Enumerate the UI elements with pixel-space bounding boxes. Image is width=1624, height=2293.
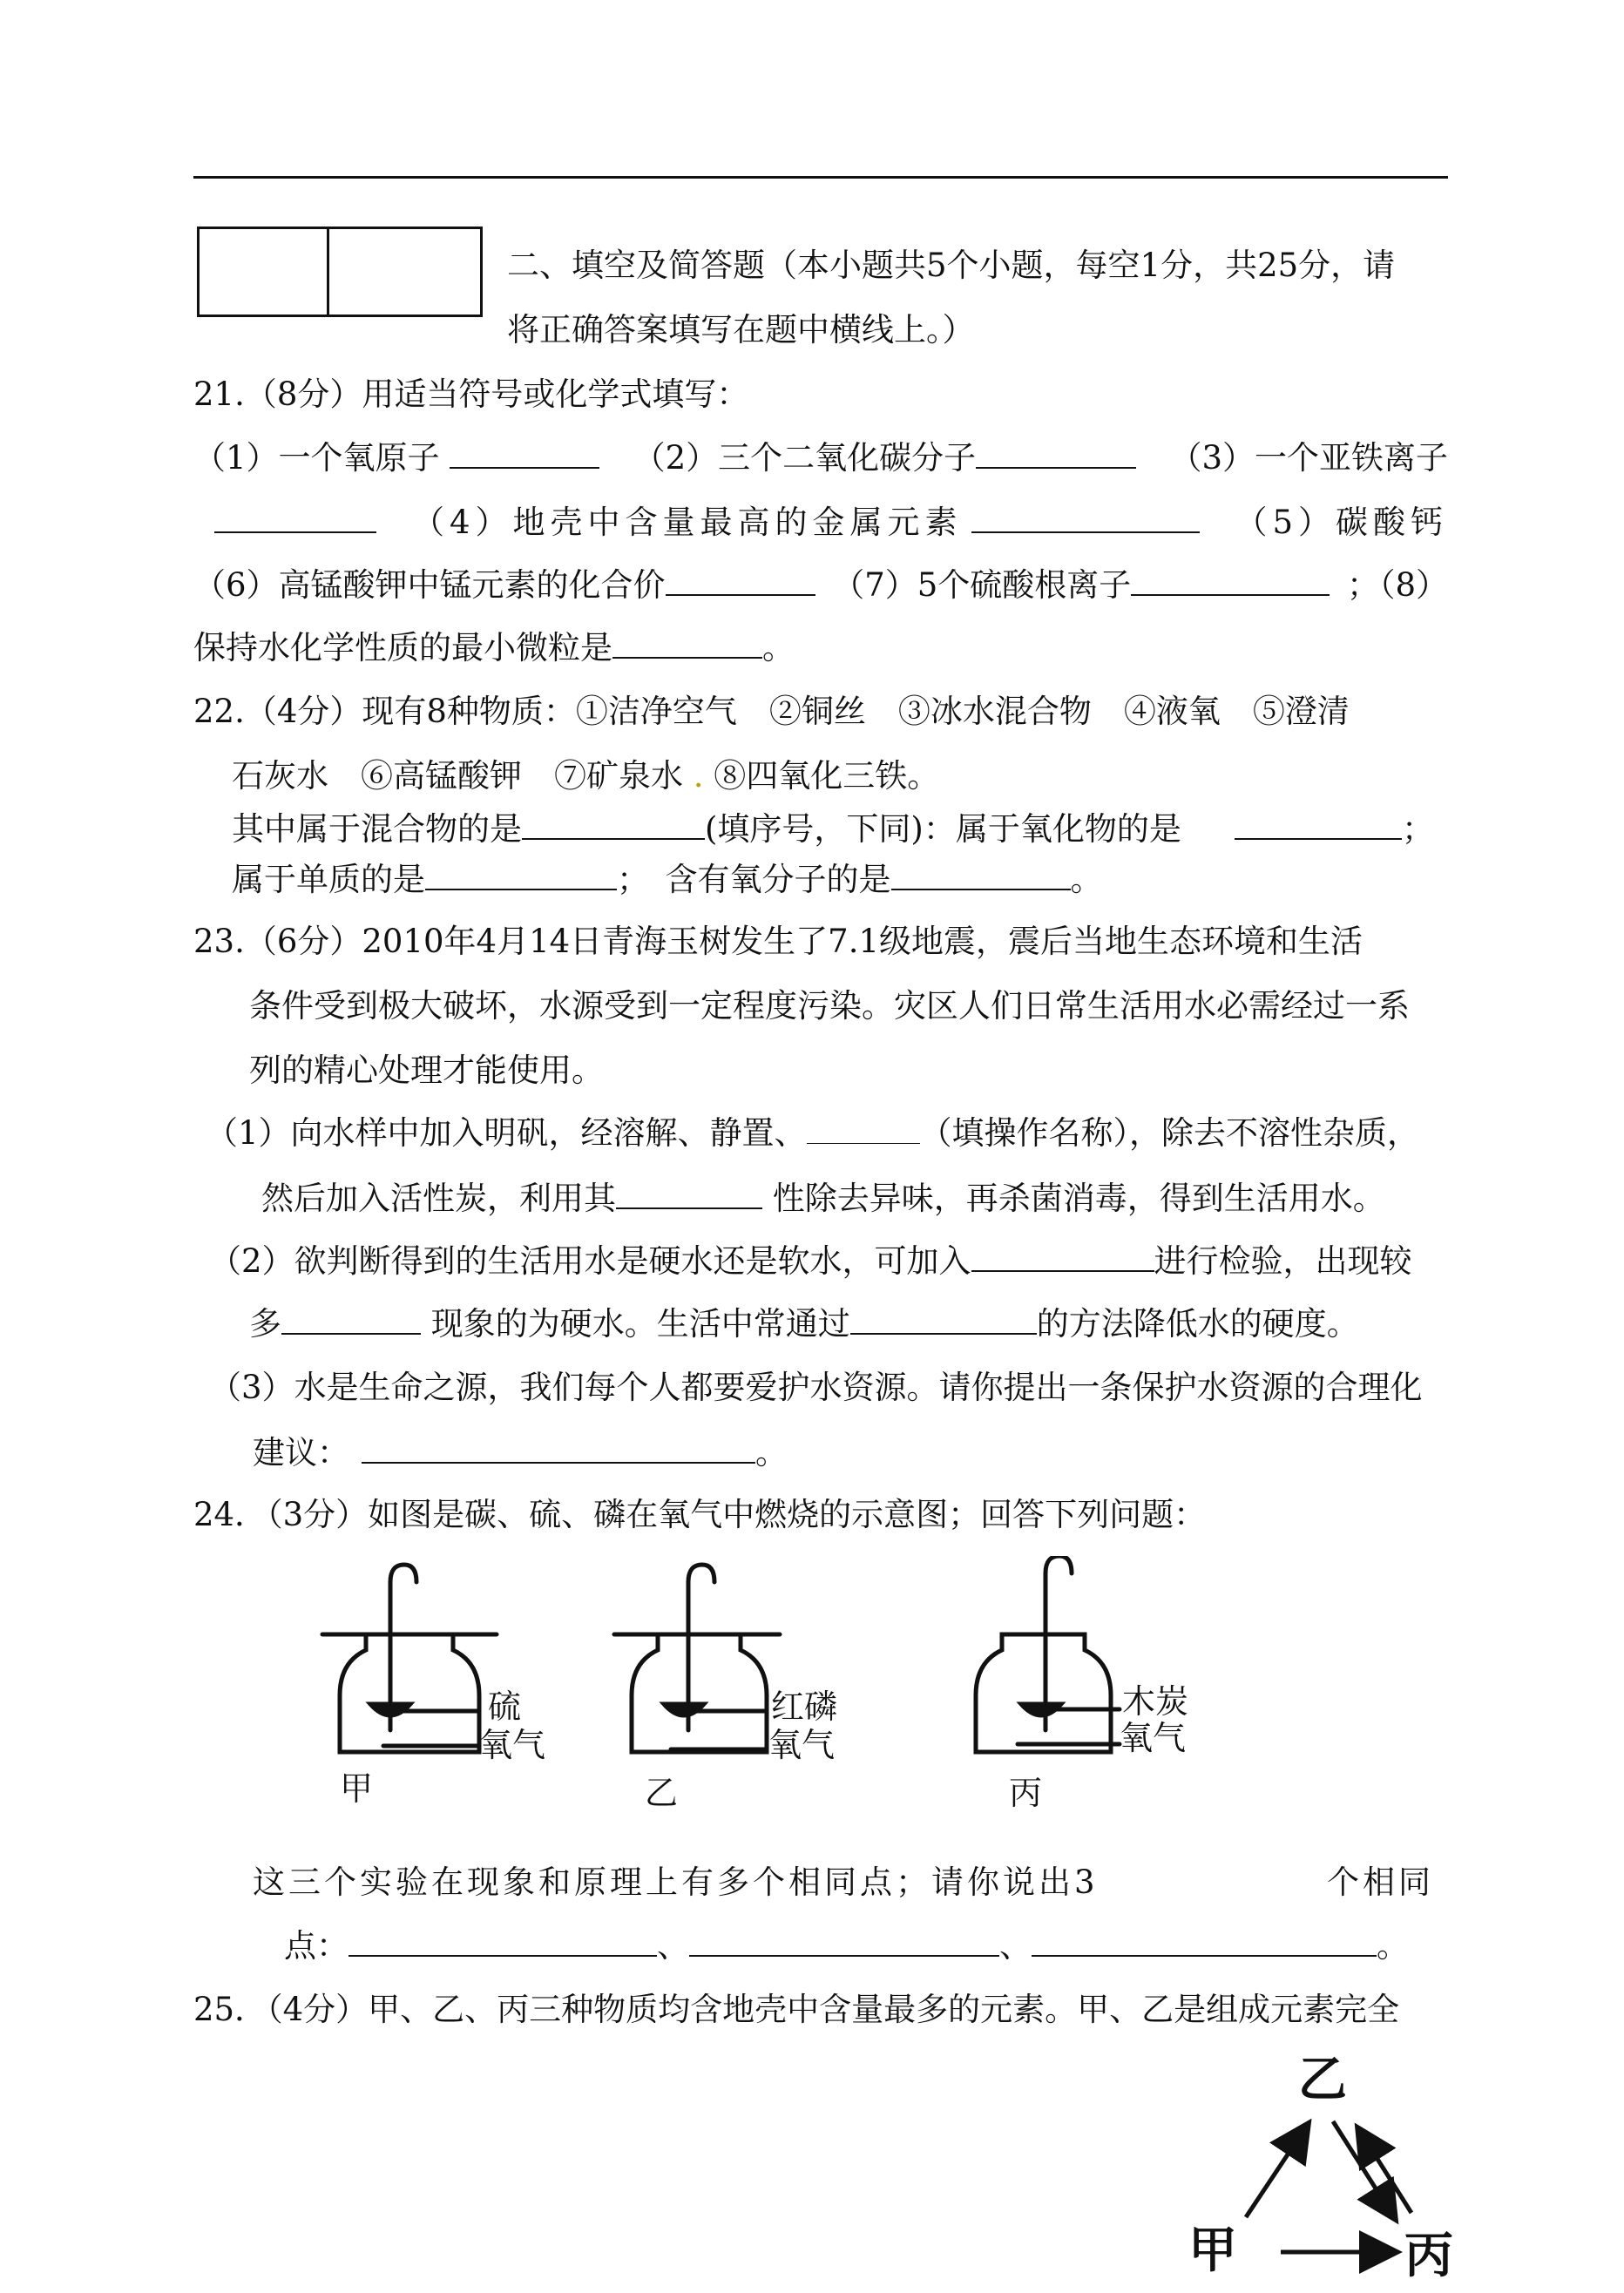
q21-row1-part1: （1）一个氧原子 xyxy=(193,441,599,474)
label-sulfur: 硫 xyxy=(488,1688,522,1726)
blank-23-1[interactable] xyxy=(807,1117,920,1144)
blank-21-7[interactable] xyxy=(1131,568,1330,596)
q23-s3-line1: （3）水是生命之源，我们每个人都要爱护水资源。请你提出一条保护水资源的合理化 xyxy=(209,1369,1423,1406)
label-oxygen-c: 氧气 xyxy=(1120,1719,1187,1757)
node-yi: 乙 xyxy=(1298,2052,1347,2108)
q24-ask1-end: 个相同 xyxy=(1327,1863,1434,1901)
q23-stem1: 23.（6分）2010年4月14日青海玉树发生了7.1级地震，震后当地生态环境和生活 xyxy=(193,923,1363,960)
q22-stem2: 石灰水 ⑥高锰酸钾 ⑦矿泉水 . ⑧四氧化三铁。 xyxy=(232,757,940,795)
q24-ask-row1 xyxy=(253,1863,1434,1901)
label-red-phosphorus: 红磷 xyxy=(771,1688,838,1726)
section-heading-line1: 二、填空及简答题（本小题共5个小题，每空1分，共25分，请 xyxy=(507,247,1396,284)
q24-ask1: 这三个实验在现象和原理上有多个相同点；请你说出3 xyxy=(253,1863,1099,1901)
label-charcoal: 木炭 xyxy=(1122,1682,1189,1721)
blank-23-3[interactable] xyxy=(971,1244,1154,1272)
score-box-divider xyxy=(327,229,329,315)
triangle-diagram xyxy=(1176,2039,1490,2291)
q22-ask-row2: 属于单质的是 ； 含有氧分子的是 。 xyxy=(232,861,1103,898)
blank-22-1[interactable] xyxy=(522,812,705,840)
q21-row3-part6: （6）高锰酸钾中锰元素的化合价 xyxy=(193,568,815,601)
q24-ask-row2: 点： 、 、 。 xyxy=(284,1927,1409,1965)
q23-s3-line2: 建议： 。 xyxy=(253,1434,788,1471)
q21-row2-part4: （4）地壳中含量最高的金属元素 xyxy=(412,505,1200,538)
q22-ask1: 其中属于混合物的是 (填序号，下同)：属于氧化物的是 xyxy=(232,810,1181,848)
node-bing: 丙 xyxy=(1404,2228,1453,2284)
score-box xyxy=(197,227,483,317)
label-oxygen-a: 氧气 xyxy=(479,1726,546,1764)
blank-21-8[interactable] xyxy=(612,631,762,659)
blank-23-2[interactable] xyxy=(616,1181,762,1209)
q21-row1 xyxy=(193,439,1448,477)
q23-s1-line2: 然后加入活性炭，利用其 性除去异味，再杀菌消毒，得到生活用水。 xyxy=(261,1180,1385,1217)
q23-stem2: 条件受到极大破坏，水源受到一定程度污染。灾区人们日常生活用水必需经过一系 xyxy=(249,987,1410,1025)
q21-row2 xyxy=(214,504,1448,541)
blank-23-6[interactable] xyxy=(362,1436,755,1464)
q21-row1-part2: （2）三个二氧化碳分子 xyxy=(633,441,1137,474)
blank-24-2[interactable] xyxy=(689,1929,999,1957)
q25-stem: 25．（4分）甲、乙、丙三种物质均含地壳中含量最多的元素。甲、乙是组成元素完全 xyxy=(193,1991,1400,2028)
blank-24-1[interactable] xyxy=(348,1929,657,1957)
q21-row2-part5: （5）碳酸钙 xyxy=(1235,504,1448,541)
jar-b xyxy=(614,1565,780,1752)
q22-stem: 22.（4分）现有8种物质：①洁净空气 ②铜丝 ③冰水混合物 ④液氧 ⑤澄清 xyxy=(193,693,1350,730)
jar-c xyxy=(976,1556,1120,1752)
node-jia: 甲 xyxy=(1188,2222,1237,2279)
blank-22-4[interactable] xyxy=(891,862,1071,890)
q23-stem3: 列的精心处理才能使用。 xyxy=(249,1052,604,1089)
q22-ask-row1 xyxy=(232,810,1434,848)
header-rule xyxy=(193,176,1448,179)
q21-row3-end: ；（8） xyxy=(1346,566,1448,604)
blank-21-1[interactable] xyxy=(450,441,599,469)
combustion-figure xyxy=(314,1556,1289,1843)
blank-21-6[interactable] xyxy=(666,568,815,596)
label-oxygen-b: 氧气 xyxy=(768,1726,836,1764)
blank-24-3[interactable] xyxy=(1032,1929,1377,1957)
blank-23-4[interactable] xyxy=(281,1307,421,1335)
q21-row4: 保持水化学性质的最小微粒是 。 xyxy=(193,629,795,666)
blank-22-3[interactable] xyxy=(425,862,617,890)
blank-23-5[interactable] xyxy=(850,1307,1037,1335)
label-jar-a: 甲 xyxy=(340,1769,374,1808)
jar-a xyxy=(322,1565,497,1752)
q21-stem: 21.（8分）用适当符号或化学式填写： xyxy=(193,375,749,413)
blank-21-4[interactable] xyxy=(971,505,1200,533)
q23-s2-line2: 多 现象的为硬水。生活中常通过 的方法降低水的硬度。 xyxy=(249,1305,1359,1343)
blank-21-2[interactable] xyxy=(976,441,1136,469)
q23-s1-line1: （1）向水样中加入明矾，经溶解、静置、 （填操作名称），除去不溶性杂质， xyxy=(206,1114,1420,1152)
section-heading-line2: 将正确答案填写在题中横线上。） xyxy=(507,311,975,348)
q21-row3-part7: （7）5个硫酸根离子 xyxy=(832,568,1330,601)
blank-21-3[interactable] xyxy=(214,505,376,533)
label-jar-b: 乙 xyxy=(645,1774,679,1812)
label-jar-c: 丙 xyxy=(1009,1774,1043,1812)
q23-s2-line1: （2）欲判断得到的生活用水是硬水还是软水，可加入 进行检验，出现较 xyxy=(209,1242,1412,1280)
q21-row1-part3: （3）一个亚铁离子 xyxy=(1169,439,1448,477)
blank-22-2[interactable] xyxy=(1235,812,1402,840)
q21-row3 xyxy=(193,566,1448,604)
q22-ask1-tail: ； xyxy=(1235,812,1434,845)
q24-stem: 24．（3分）如图是碳、硫、磷在氧气中燃烧的示意图；回答下列问题： xyxy=(193,1496,1207,1533)
